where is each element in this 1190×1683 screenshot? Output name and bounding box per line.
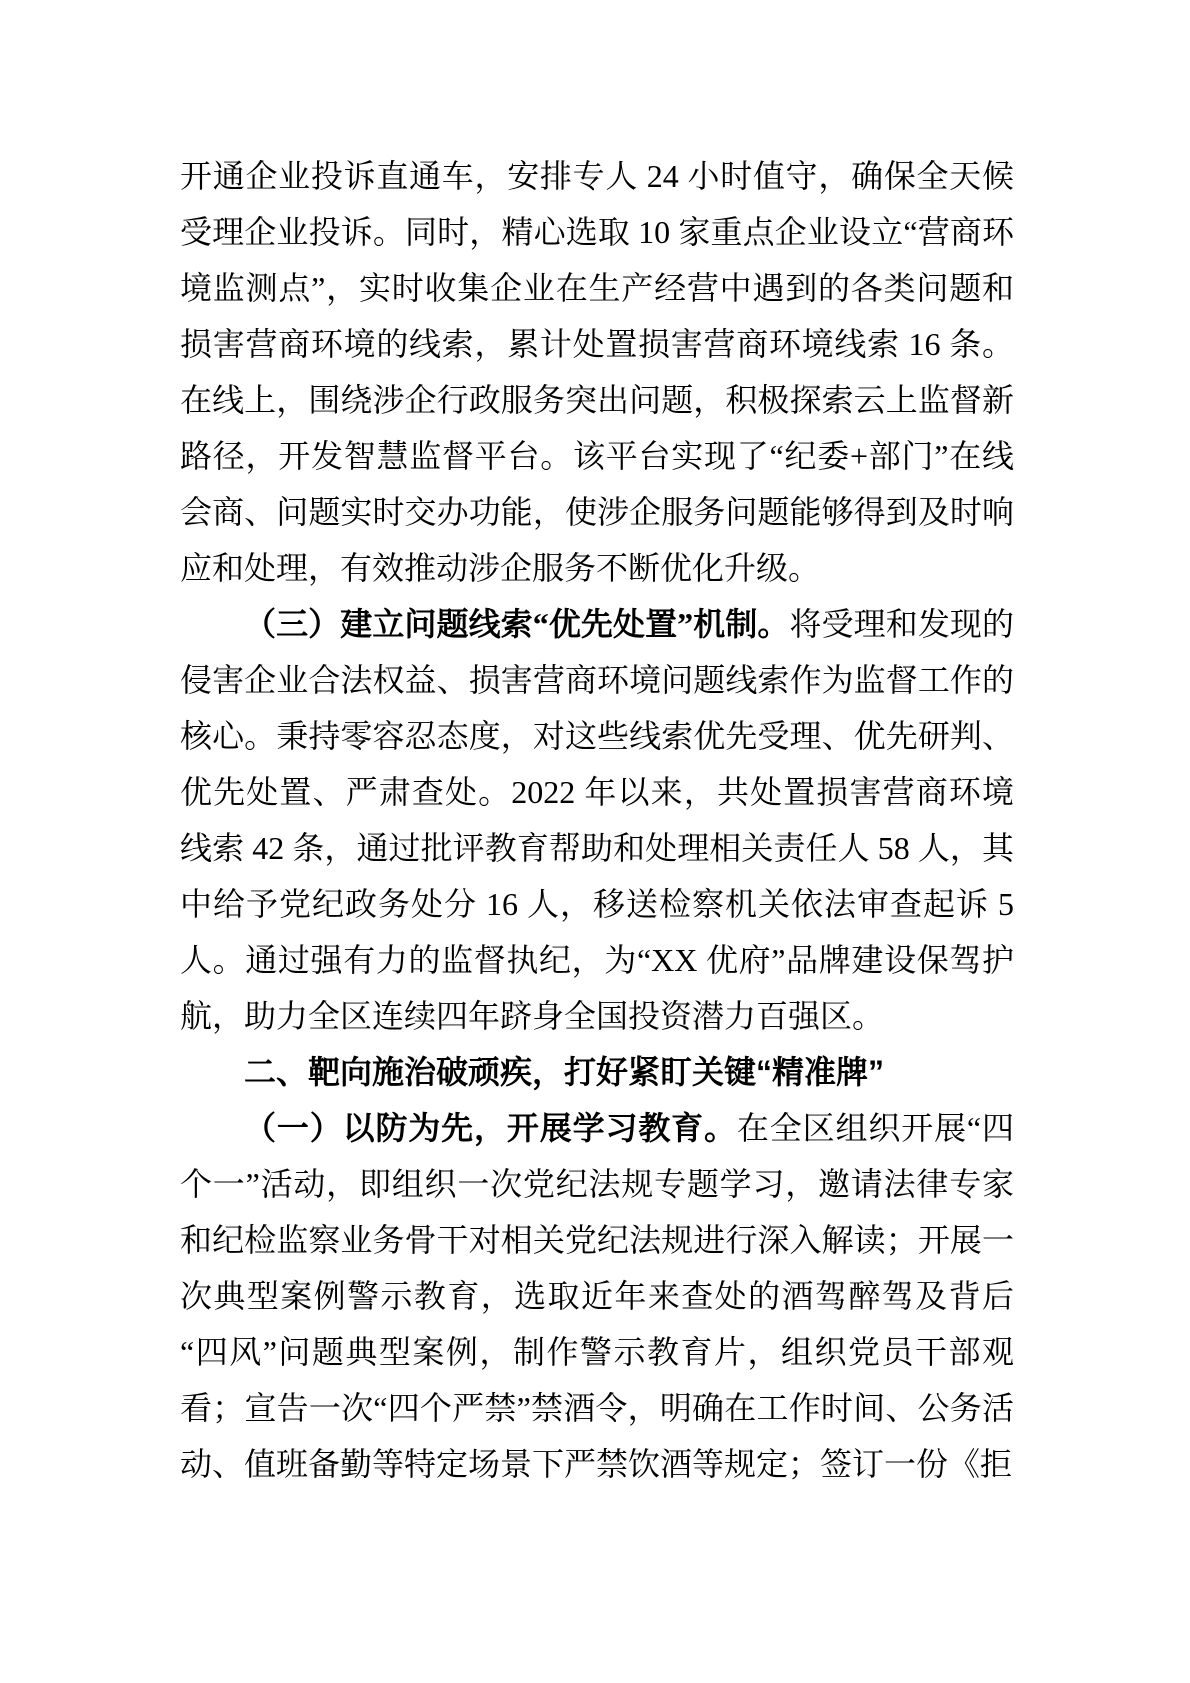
subheading-item-three: （三）建立问题线索“优先处置”机制。 [244,606,790,642]
paragraph-continuation [180,148,1014,596]
heading-section-two: 二、靶向施治破顽疾，打好紧盯关键“精准牌” [244,1054,885,1090]
paragraph-item-three-text: 将受理和发现的侵害企业合法权益、损害营商环境问题线索作为监督工作的核心。秉持零容忍态度，对这些线索优先受理、优先研判、优先处置、严肃查处。2022 年以来，共处置损害营商环境线索 42 条，通过批评教育帮助和处理相关责任人 58 人，其中给予党纪政务处分 16 人，移送检察机关依法审查起诉 5 人。通过强有力的监督执纪，为“XX 优府”品牌建设保驾护航，助力全区连续四年跻身全国投资潜力百强区。 [180,606,1014,1034]
paragraph-continuation-text: 开通企业投诉直通车，安排专人 24 小时值守，确保全天候受理企业投诉。同时，精心选取 10 家重点企业设立“营商环境监测点”，实时收集企业在生产经营中遇到的各类问题和损害营商环境的线索，累计处置损害营商环境线索 16 条。在线上，围绕涉企行政服务突出问题，积极探索云上监督新路径，开发智慧监督平台。该平台实现了“纪委+部门”在线会商、问题实时交办功能，使涉企服务问题能够得到及时响应和处理，有效推动涉企服务不断优化升级。 [180,158,1014,586]
paragraph-item-one [180,1100,1014,1492]
subheading-item-one: （一）以防为先，开展学习教育。 [244,1110,737,1146]
document-text-block [180,148,1014,1492]
paragraph-item-three [180,596,1014,1044]
paragraph-item-one-text: 在全区组织开展“四个一”活动，即组织一次党纪法规专题学习，邀请法律专家和纪检监察业务骨干对相关党纪法规进行深入解读；开展一次典型案例警示教育，选取近年来查处的酒驾醉驾及背后“四风”问题典型案例，制作警示教育片，组织党员干部观看；宣告一次“四个严禁”禁酒令，明确在工作时间、公务活动、值班备勤等特定场景下严禁饮酒等规定；签订一份《拒 [180,1110,1014,1482]
